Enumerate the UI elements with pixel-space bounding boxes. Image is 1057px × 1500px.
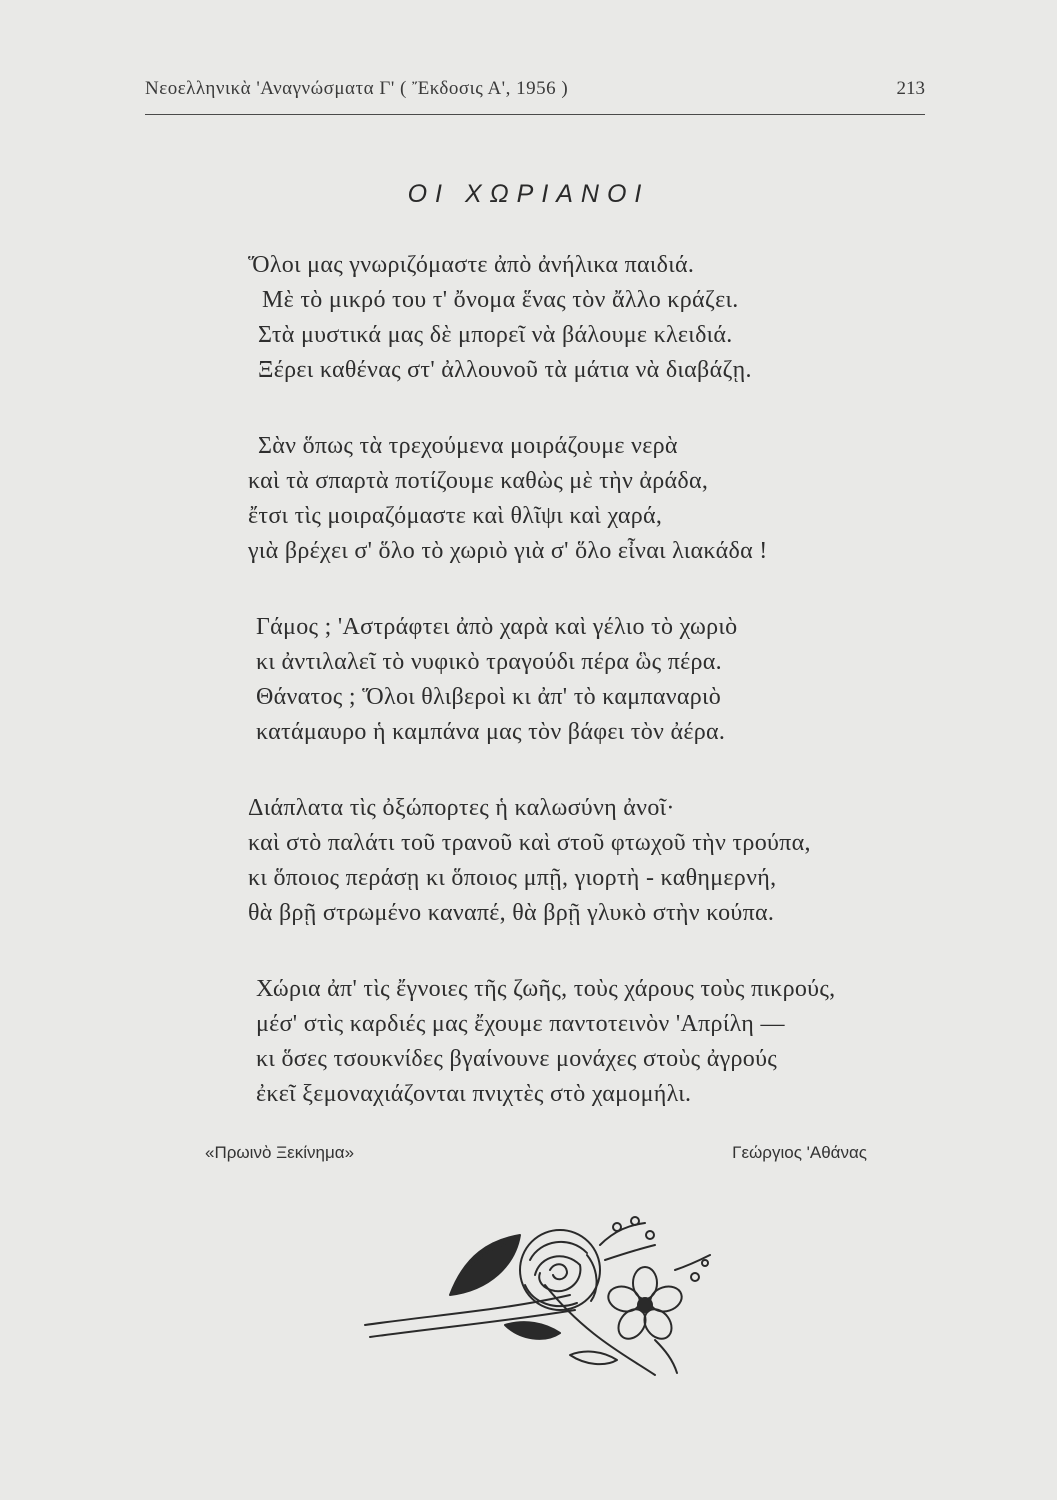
stanza-3	[248, 610, 928, 750]
poem-author: Γεώργιος 'Αθάνας	[732, 1143, 867, 1162]
stanza-5	[248, 972, 928, 1112]
poem-line: Θάνατος ; Ὅλοι θλιβεροὶ κι ἀπ' τὸ καμπαναριὸ	[256, 684, 722, 710]
poem-line: κι ὅσες τσουκνίδες βγαίνουνε μονάχες στοὺς ἀγρούς	[256, 1046, 778, 1072]
poem-line: Στὰ μυστικά μας δὲ μπορεῖ νὰ βάλουμε κλειδιά.	[258, 322, 733, 348]
poem-line: Μὲ τὸ μικρό του τ' ὄνομα ἕνας τὸν ἄλλο κράζει.	[262, 287, 739, 313]
poem-line: ἔτσι τὶς μοιραζόμαστε καὶ θλῖψι καὶ χαρά,	[248, 503, 663, 529]
poem-line: καὶ στὸ παλάτι τοῦ τρανοῦ καὶ στοῦ φτωχοῦ τὴν τρούπα,	[248, 830, 811, 856]
poem-title: ΟΙ ΧΩΡΙΑΝΟΙ	[407, 180, 650, 208]
poem-line: Γάμος ; 'Αστράφτει ἀπὸ χαρὰ καὶ γέλιο τὸ χωριὸ	[256, 614, 738, 640]
poem-line: κι ὅποιος περάσῃ κι ὅποιος μπῇ, γιορτὴ - καθημερνή,	[248, 865, 777, 891]
poem-source: «Πρωινὸ Ξεκίνημα»	[205, 1143, 355, 1162]
page-number: 213	[896, 78, 925, 99]
poem-line: μέσ' στὶς καρδιές μας ἔχουμε παντοτεινὸν 'Απρίλη —	[256, 1011, 785, 1037]
poem-line: Ὅλοι μας γνωριζόμαστε ἀπὸ ἀνήλικα παιδιά.	[248, 252, 695, 278]
stanza-4	[248, 791, 928, 931]
running-title: Νεοελληνικὰ 'Αναγνώσματα Γ' ( Ἔκδοσις Α', 1956 )	[145, 78, 569, 99]
poem-line: Διάπλατα τὶς ὀξώπορτες ἡ καλωσύνη ἀνοῖ·	[248, 795, 675, 821]
poem-line: γιὰ βρέχει σ' ὅλο τὸ χωριὸ γιὰ σ' ὅλο εἶναι λιακάδα !	[248, 538, 768, 564]
page-header	[145, 78, 925, 114]
poem-line: κατάμαυρο ἡ καμπάνα μας τὸν βάφει τὸν ἀέρα.	[256, 719, 726, 745]
flower-bouquet-icon	[355, 1215, 725, 1385]
poem-line: Χώρια ἀπ' τὶς ἔγνοιες τῆς ζωῆς, τοὺς χάρους τοὺς πικρούς,	[256, 976, 836, 1002]
header-rule	[145, 114, 925, 115]
poem-body	[248, 248, 928, 1153]
poem-line: καὶ τὰ σπαρτὰ ποτίζουμε καθὼς μὲ τὴν ἀράδα,	[248, 468, 709, 494]
poem-line: Ξέρει καθένας στ' ἀλλουνοῦ τὰ μάτια νὰ διαβάζῃ.	[258, 357, 752, 383]
poem-line: θὰ βρῇ στρωμένο καναπέ, θὰ βρῇ γλυκὸ στὴν κούπα.	[248, 900, 775, 926]
stanza-2	[248, 429, 928, 569]
poem-line: κι ἀντιλαλεῖ τὸ νυφικὸ τραγούδι πέρα ὣς πέρα.	[256, 649, 722, 675]
poem-line: ἐκεῖ ξεμοναχιάζονται πνιχτὲς στὸ χαμομήλι.	[256, 1081, 692, 1107]
poem-line: Σὰν ὅπως τὰ τρεχούμενα μοιράζουμε νερὰ	[258, 433, 678, 459]
stanza-1	[248, 248, 928, 388]
